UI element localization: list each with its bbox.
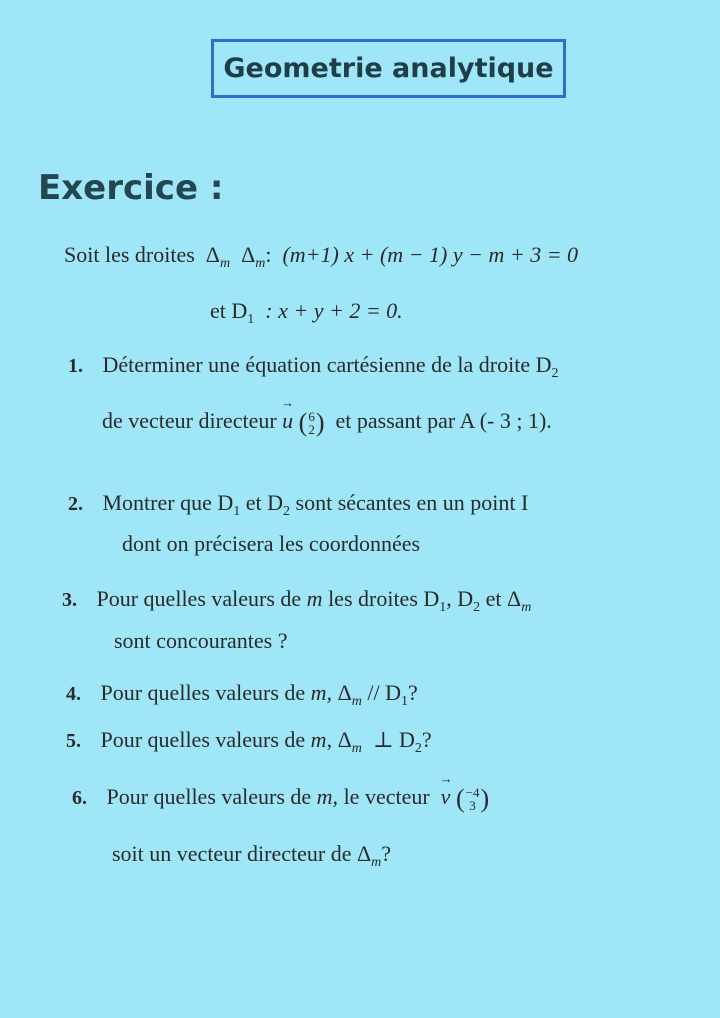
colon: : xyxy=(265,242,272,267)
question-2-line-1 xyxy=(68,490,528,520)
column-vector: ( −4 3 ) xyxy=(455,784,490,813)
question-text: de vecteur directeur xyxy=(102,408,277,434)
equation-d1: : x + y + 2 = 0. xyxy=(265,298,403,323)
question-text: soit un vecteur directeur de Δ xyxy=(112,841,372,866)
perpendicular-text: ⊥ D xyxy=(372,727,415,752)
vector-v: → v xyxy=(441,784,451,810)
column-vector: ( 6 2 ) xyxy=(298,408,325,437)
question-text: Pour quelles valeurs de xyxy=(96,586,302,611)
variable-m: m, xyxy=(316,784,339,810)
variable-m: m xyxy=(306,586,323,611)
question-mark: ? xyxy=(381,841,391,866)
variable-m: m, xyxy=(310,680,333,705)
delta-symbol: Δ xyxy=(205,242,220,267)
question-2-line-2 xyxy=(122,531,420,557)
equation-delta-m: (m+1) x + (m − 1) y − m + 3 = 0 xyxy=(282,242,579,267)
question-text: les droites D xyxy=(328,586,440,611)
subscript-m: m xyxy=(521,600,532,615)
question-3-line-2 xyxy=(114,628,288,654)
subscript: 1 xyxy=(439,600,447,615)
subscript-m: m xyxy=(351,741,362,756)
question-text: dont on précisera les coordonnées xyxy=(122,531,421,556)
vector-top: 6 xyxy=(308,409,315,424)
question-1-line-1 xyxy=(68,352,558,382)
subscript-m: m xyxy=(371,855,382,870)
exercise-heading: Exercice : xyxy=(38,168,224,208)
question-text: et D xyxy=(245,490,284,515)
subscript: 1 xyxy=(233,504,241,519)
question-number: 6. xyxy=(72,787,87,810)
subscript: 1 xyxy=(400,694,408,709)
question-text: // D xyxy=(367,680,401,705)
question-number: 2. xyxy=(68,493,83,515)
delta-symbol: Δ xyxy=(241,242,256,267)
question-1-line-2 xyxy=(102,408,552,438)
subscript: 2 xyxy=(283,504,291,519)
variable-m: m xyxy=(310,727,327,752)
question-text: sont sécantes en un point I xyxy=(295,490,529,515)
question-text: , D xyxy=(446,586,474,611)
vector-bottom: 2 xyxy=(308,422,315,437)
question-mark: ? xyxy=(421,727,432,752)
question-6-line-1 xyxy=(72,784,489,814)
subscript: 2 xyxy=(473,600,481,615)
question-text: le vecteur xyxy=(343,784,430,810)
question-text: Montrer que D xyxy=(102,490,234,515)
question-mark: ? xyxy=(407,680,418,705)
question-text: Pour quelles valeurs de xyxy=(106,784,312,810)
question-6-line-2 xyxy=(112,841,391,871)
question-text: et Δ xyxy=(485,586,522,611)
question-number: 3. xyxy=(62,589,77,611)
subscript: 2 xyxy=(414,741,422,756)
vector-bottom: 3 xyxy=(469,798,476,813)
question-3-line-1 xyxy=(62,586,531,616)
question-5 xyxy=(66,727,432,757)
subscript-m: m xyxy=(351,694,362,709)
page-title: Geometrie analytique xyxy=(211,39,566,98)
delta-symbol: Δ xyxy=(337,680,352,705)
question-text: sont concourantes ? xyxy=(114,628,288,653)
question-4 xyxy=(66,680,418,710)
question-number: 1. xyxy=(68,355,83,377)
vector-u: → u xyxy=(282,408,293,434)
d1-label: et D xyxy=(210,298,248,323)
subscript-m: m xyxy=(219,256,231,271)
vector-top: −4 xyxy=(465,785,480,800)
question-text: Déterminer une équation cartésienne de la droite D xyxy=(102,352,552,377)
question-text: et passant par A (- 3 ; 1). xyxy=(335,408,552,434)
delta-symbol: , Δ xyxy=(326,727,352,752)
subscript-m: m xyxy=(255,256,266,271)
intro-text: Soit les droites xyxy=(64,242,195,267)
question-text: Pour quelles valeurs de xyxy=(100,727,306,752)
subscript: 1 xyxy=(247,312,255,327)
question-text: Pour quelles valeurs de xyxy=(100,680,306,705)
question-number: 4. xyxy=(66,683,81,705)
intro-line-1 xyxy=(64,242,578,272)
question-number: 5. xyxy=(66,730,81,752)
intro-line-2 xyxy=(210,298,403,328)
subscript: 2 xyxy=(551,366,559,381)
